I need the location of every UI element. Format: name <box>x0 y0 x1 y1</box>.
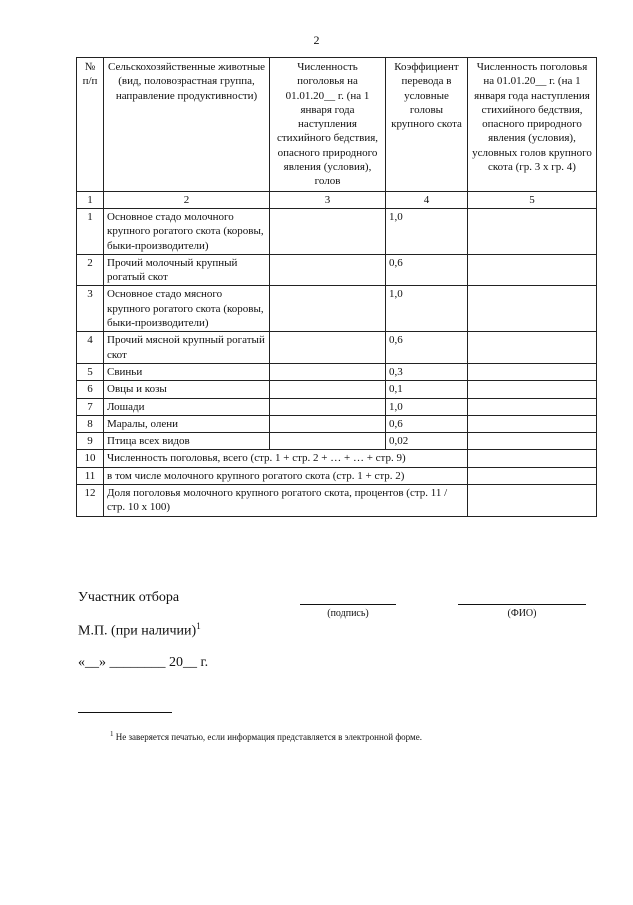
participant-label: Участник отбора <box>78 590 180 605</box>
summary-label: Доля поголовья молочного крупного рогатого скота, процентов (стр. 11 / стр. 10 х 100) <box>104 485 468 517</box>
summary-label: в том числе молочного крупного рогатого скота (стр. 1 + стр. 2) <box>104 467 468 484</box>
result-cell[interactable] <box>468 398 597 415</box>
result-cell[interactable] <box>468 332 597 364</box>
table-row <box>77 415 597 432</box>
coefficient-cell: 0,6 <box>386 254 468 286</box>
row-number: 9 <box>77 433 104 450</box>
footnote-separator <box>78 712 172 713</box>
row-number: 3 <box>77 286 104 332</box>
date-line: «__» ________ 20__ г. <box>78 655 209 670</box>
result-cell[interactable] <box>468 433 597 450</box>
result-cell[interactable] <box>468 485 597 517</box>
row-number: 4 <box>77 332 104 364</box>
header-number: № п/п <box>77 58 104 192</box>
row-number: 7 <box>77 398 104 415</box>
head-count-cell[interactable] <box>270 415 386 432</box>
result-cell[interactable] <box>468 381 597 398</box>
head-count-cell[interactable] <box>270 398 386 415</box>
footnote-text: Не заверяется печатью, если информация представляется в электронной форме. <box>115 732 422 742</box>
table-row <box>77 208 597 254</box>
table-row <box>77 381 597 398</box>
animal-name: Прочий мясной крупный рогатый скот <box>104 332 270 364</box>
row-number: 2 <box>77 254 104 286</box>
table-row <box>77 332 597 364</box>
row-number: 12 <box>77 485 104 517</box>
coefficient-cell: 1,0 <box>386 398 468 415</box>
header-conditional-count: Численность поголовья на 01.01.20__ г. (на 1 января года наступления стихийного бедствия, опасного природного явления (условия), условных голов крупного скота (гр. 3 х гр. 4) <box>468 58 597 192</box>
coefficient-cell: 1,0 <box>386 208 468 254</box>
animal-name: Птица всех видов <box>104 433 270 450</box>
page-number: 2 <box>313 33 320 47</box>
coefficient-cell: 0,6 <box>386 332 468 364</box>
coefficient-cell: 0,1 <box>386 381 468 398</box>
result-cell[interactable] <box>468 286 597 332</box>
stamp-footnote-mark: 1 <box>196 621 201 631</box>
animal-name: Маралы, олени <box>104 415 270 432</box>
row-number: 5 <box>77 363 104 380</box>
stamp-label <box>78 621 201 640</box>
coefficient-cell: 0,3 <box>386 363 468 380</box>
animal-name: Лошади <box>104 398 270 415</box>
livestock-table <box>76 57 597 517</box>
animal-name: Прочий молочный крупный рогатый скот <box>104 254 270 286</box>
animal-name: Основное стадо мясного крупного рогатого скота (коровы, быки-производители) <box>104 286 270 332</box>
head-count-cell[interactable] <box>270 254 386 286</box>
animal-name: Основное стадо молочного крупного рогатого скота (коровы, быки-производители) <box>104 208 270 254</box>
name-line[interactable] <box>458 604 586 605</box>
column-number: 2 <box>104 191 270 208</box>
column-number: 1 <box>77 191 104 208</box>
row-number: 10 <box>77 450 104 467</box>
head-count-cell[interactable] <box>270 332 386 364</box>
table-row <box>77 286 597 332</box>
coefficient-cell: 0,02 <box>386 433 468 450</box>
signature-caption: (подпись) <box>327 608 369 619</box>
head-count-cell[interactable] <box>270 208 386 254</box>
header-animals: Сельскохозяйственные животные (вид, половозрастная группа, направление продуктивности) <box>104 58 270 192</box>
name-caption: (ФИО) <box>507 608 537 619</box>
footnote <box>110 730 422 742</box>
column-number: 4 <box>386 191 468 208</box>
row-number: 8 <box>77 415 104 432</box>
column-number: 3 <box>270 191 386 208</box>
coefficient-cell: 0,6 <box>386 415 468 432</box>
result-cell[interactable] <box>468 450 597 467</box>
signature-line[interactable] <box>300 604 396 605</box>
row-number: 6 <box>77 381 104 398</box>
result-cell[interactable] <box>468 363 597 380</box>
table-row <box>77 398 597 415</box>
result-cell[interactable] <box>468 254 597 286</box>
animal-name: Свиньи <box>104 363 270 380</box>
head-count-cell[interactable] <box>270 363 386 380</box>
header-row <box>77 58 597 192</box>
table-row <box>77 254 597 286</box>
column-number-row <box>77 191 597 208</box>
head-count-cell[interactable] <box>270 286 386 332</box>
footnote-mark: 1 <box>110 730 114 738</box>
head-count-cell[interactable] <box>270 433 386 450</box>
head-count-cell[interactable] <box>270 381 386 398</box>
result-cell[interactable] <box>468 467 597 484</box>
summary-row <box>77 450 597 467</box>
table-row <box>77 433 597 450</box>
column-number: 5 <box>468 191 597 208</box>
summary-label: Численность поголовья, всего (стр. 1 + стр. 2 + … + … + стр. 9) <box>104 450 468 467</box>
coefficient-cell: 1,0 <box>386 286 468 332</box>
table-row <box>77 363 597 380</box>
header-coefficient: Коэффициент перевода в условные головы крупного скота <box>386 58 468 192</box>
animal-name: Овцы и козы <box>104 381 270 398</box>
header-head-count: Численность поголовья на 01.01.20__ г. (на 1 января года наступления стихийного бедствия, опасного природного явления (условия), голов <box>270 58 386 192</box>
row-number: 11 <box>77 467 104 484</box>
stamp-text: М.П. (при наличии) <box>78 623 197 639</box>
row-number: 1 <box>77 208 104 254</box>
result-cell[interactable] <box>468 415 597 432</box>
summary-row <box>77 467 597 484</box>
summary-row <box>77 485 597 517</box>
result-cell[interactable] <box>468 208 597 254</box>
